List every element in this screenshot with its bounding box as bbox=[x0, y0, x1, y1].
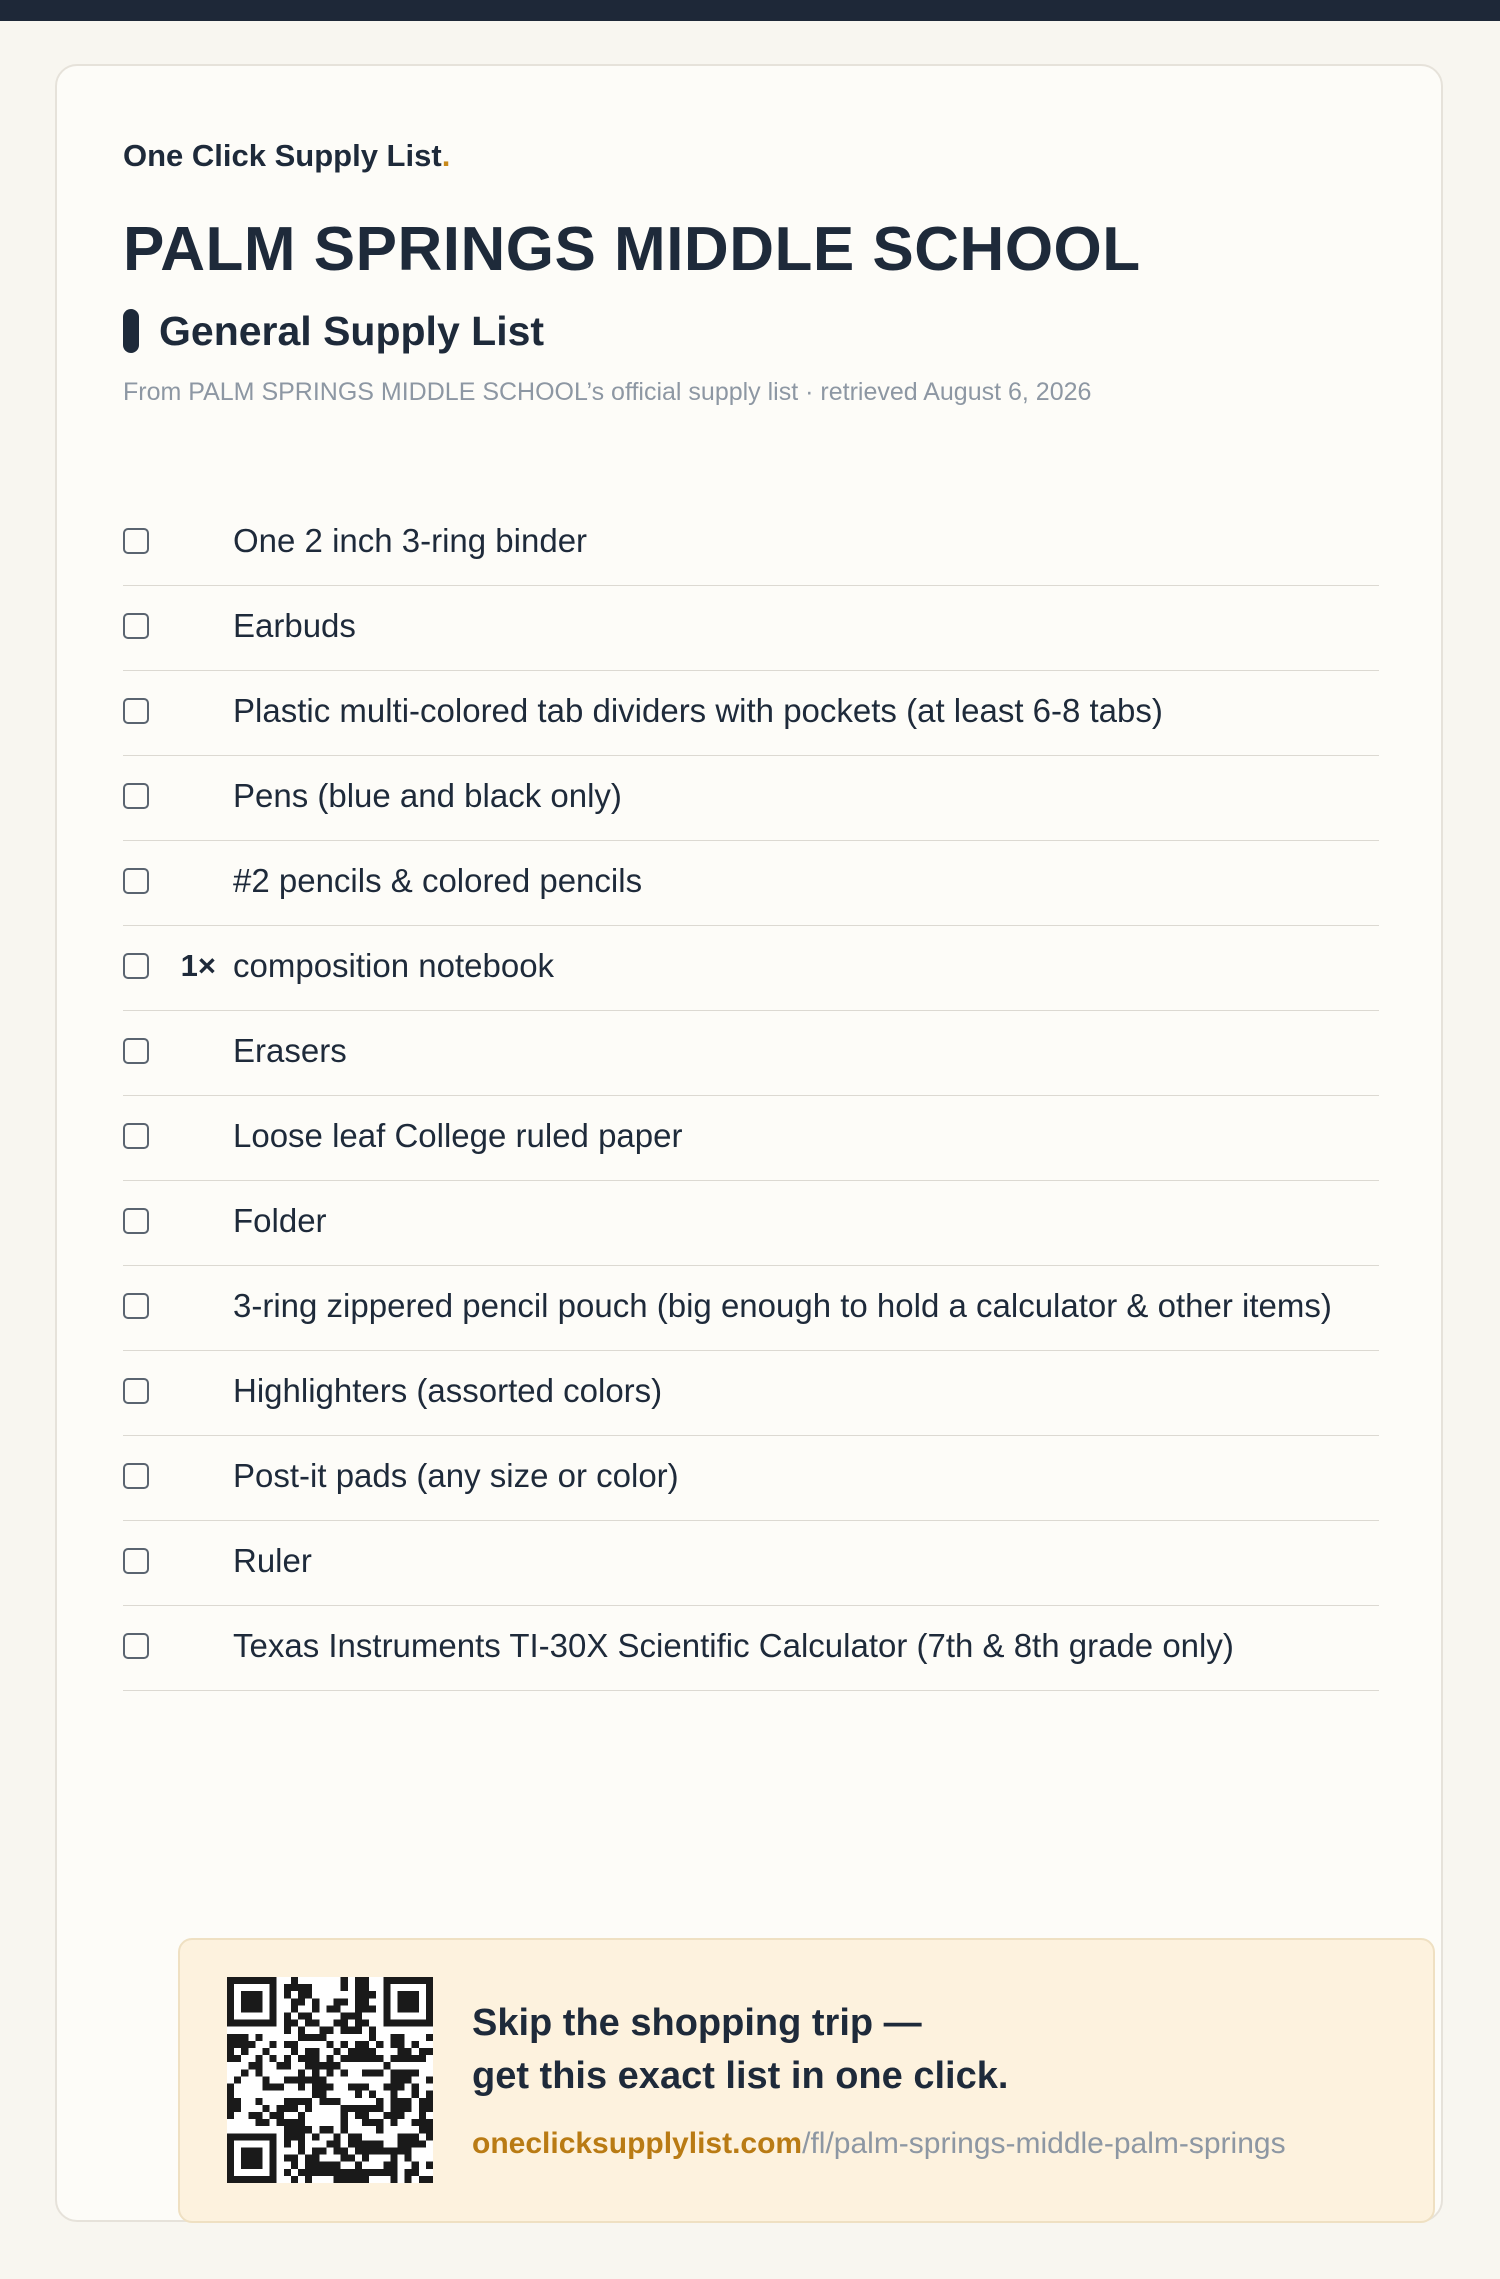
supply-item[interactable] bbox=[123, 926, 1379, 1011]
supply-item[interactable] bbox=[123, 756, 1379, 841]
supply-item[interactable] bbox=[123, 1011, 1379, 1096]
item-label: #2 pencils & colored pencils bbox=[233, 862, 643, 899]
supply-item[interactable] bbox=[123, 1521, 1379, 1606]
top-bar bbox=[0, 0, 1500, 21]
supply-item[interactable] bbox=[123, 1181, 1379, 1266]
promo-link[interactable] bbox=[472, 2127, 1286, 2161]
promo-url-path: /fl/palm-springs-middle-palm-springs bbox=[802, 2127, 1286, 2160]
supply-item[interactable] bbox=[123, 1096, 1379, 1181]
item-label: Post-it pads (any size or color) bbox=[233, 1457, 679, 1494]
supply-item[interactable] bbox=[123, 1266, 1379, 1351]
item-label: Texas Instruments TI-30X Scientific Calculator (7th & 8th grade only) bbox=[233, 1627, 1234, 1664]
item-checkbox[interactable] bbox=[123, 1208, 149, 1234]
item-checkbox[interactable] bbox=[123, 868, 149, 894]
item-quantity: 1× bbox=[180, 948, 216, 983]
supply-item[interactable] bbox=[123, 671, 1379, 756]
section-header bbox=[123, 306, 544, 356]
brand-dot: . bbox=[441, 138, 451, 173]
supply-list-card bbox=[55, 64, 1443, 2222]
source-note: From PALM SPRINGS MIDDLE SCHOOL’s official supply list · retrieved August 6, 2026 bbox=[123, 378, 1092, 406]
supply-item[interactable] bbox=[123, 1606, 1379, 1691]
brand-logo[interactable] bbox=[123, 138, 450, 174]
item-checkbox[interactable] bbox=[123, 1123, 149, 1149]
item-label: 3-ring zippered pencil pouch (big enough to hold a calculator & other items) bbox=[233, 1287, 1332, 1324]
supply-item[interactable] bbox=[123, 841, 1379, 926]
supply-item[interactable] bbox=[123, 1351, 1379, 1436]
item-label: composition notebook bbox=[233, 947, 555, 984]
brand-name: One Click Supply List bbox=[123, 138, 442, 173]
item-label: Folder bbox=[233, 1202, 327, 1239]
supply-item[interactable] bbox=[123, 1436, 1379, 1521]
item-label: Erasers bbox=[233, 1032, 347, 1069]
qr-code[interactable] bbox=[227, 1977, 433, 2183]
item-checkbox[interactable] bbox=[123, 1378, 149, 1404]
item-checkbox[interactable] bbox=[123, 1548, 149, 1574]
item-checkbox[interactable] bbox=[123, 613, 149, 639]
item-label: Ruler bbox=[233, 1542, 312, 1579]
supply-item[interactable] bbox=[123, 501, 1379, 586]
promo-headline bbox=[472, 1997, 1008, 2103]
section-title: General Supply List bbox=[159, 307, 545, 354]
item-checkbox[interactable] bbox=[123, 783, 149, 809]
promo-line-1: Skip the shopping trip — bbox=[472, 2002, 922, 2044]
item-label: Highlighters (assorted colors) bbox=[233, 1372, 663, 1409]
item-label: Pens (blue and black only) bbox=[233, 777, 622, 814]
section-accent-bar bbox=[123, 309, 139, 353]
item-checkbox[interactable] bbox=[123, 953, 149, 979]
supply-item[interactable] bbox=[123, 586, 1379, 671]
promo-banner bbox=[178, 1938, 1435, 2223]
item-label: Earbuds bbox=[233, 607, 356, 644]
item-label: Loose leaf College ruled paper bbox=[233, 1117, 683, 1154]
item-checkbox[interactable] bbox=[123, 1293, 149, 1319]
promo-line-2: get this exact list in one click. bbox=[472, 2055, 1009, 2097]
page-title: PALM SPRINGS MIDDLE SCHOOL bbox=[123, 215, 1141, 284]
item-label: Plastic multi-colored tab dividers with pockets (at least 6-8 tabs) bbox=[233, 692, 1163, 729]
supply-items-list bbox=[123, 501, 1379, 1691]
item-label: One 2 inch 3-ring binder bbox=[233, 522, 588, 559]
item-checkbox[interactable] bbox=[123, 528, 149, 554]
item-checkbox[interactable] bbox=[123, 1633, 149, 1659]
item-checkbox[interactable] bbox=[123, 1463, 149, 1489]
item-checkbox[interactable] bbox=[123, 698, 149, 724]
item-checkbox[interactable] bbox=[123, 1038, 149, 1064]
promo-url-domain: oneclicksupplylist.com bbox=[472, 2127, 803, 2160]
